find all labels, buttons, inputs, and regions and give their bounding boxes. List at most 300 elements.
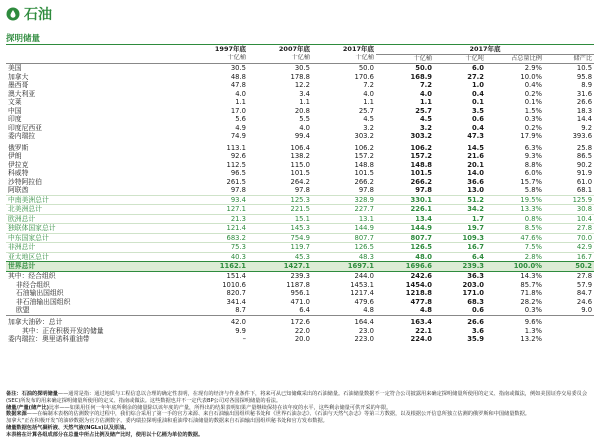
row-label: 委内瑞拉：奥里诺科重油带	[8, 335, 90, 343]
footnote	[6, 391, 594, 405]
region-total-row	[6, 224, 594, 234]
row-label: 其中：正在积极开发的储量	[22, 326, 104, 335]
value-share: 2.9%	[524, 64, 542, 72]
value-rp: 393.6	[572, 132, 593, 140]
value-rp: 25.8	[576, 143, 593, 152]
footnote-label: 储量数据包括气凝析液、天然气液(NGLs)以及原油。	[6, 424, 130, 431]
value-rp	[544, 327, 594, 336]
value-1997: 42.0	[230, 318, 246, 326]
value-2017-bbl: 101.5	[410, 169, 432, 177]
footnote-text: ——在编制本表格的估测数字的过程中，我们综合采用了第一手的官方来源、来自石油输出国组织秘书处和《世界石油杂志》、《石油与天然气杂志》等第三方数据，以及根据公开信息所独立估测的俄罗斯和中国储量数据。	[26, 411, 530, 418]
value-2017-bbl: 1696.6	[376, 262, 434, 272]
row-label: 委内瑞拉	[8, 132, 36, 140]
value-share: 13.2%	[520, 335, 542, 343]
value-2017-tonnes: 21.6	[467, 152, 484, 160]
value-2017: 4.8	[363, 306, 374, 314]
value-1997: 9.9	[235, 326, 246, 335]
value-2007: 754.9	[248, 233, 312, 243]
value-share: 7.5%	[486, 243, 544, 253]
value-share: 14.3%	[520, 272, 542, 280]
value-2007: 20.8	[294, 106, 310, 115]
value-1997: 112.5	[226, 160, 246, 169]
table-row	[6, 289, 594, 298]
value-2017: 266.2	[354, 177, 374, 186]
value-1997: –	[242, 335, 246, 343]
value-2007: 97.8	[294, 186, 310, 194]
table-row	[6, 272, 594, 281]
row-label: 伊朗	[8, 152, 22, 160]
value-2017-tonnes: 14.5	[467, 143, 484, 152]
unit-2017-bbl: 十亿桶	[376, 54, 434, 64]
value-rp: 24.6	[576, 297, 593, 306]
value-2017-bbl: 226.1	[376, 205, 434, 215]
col-2017: 2017年底	[342, 45, 374, 54]
region-total-row	[6, 195, 594, 205]
page-header	[6, 4, 52, 24]
table-row	[6, 169, 594, 178]
value-2017-bbl: 4.5	[419, 115, 432, 123]
footnote-text: 加拿大“正在积极开发”的油砂数据为官方估测数字。委内瑞拉探明重油和重油带石油储量的数据来自石油输出国组织秘书处和官方发布数据。	[6, 418, 328, 425]
value-2017-tonnes: 20.1	[467, 160, 484, 169]
value-2017-bbl: 477.8	[410, 297, 432, 306]
value-1997: 341.4	[226, 297, 246, 306]
value-rp: 8.9	[581, 81, 593, 89]
value-2007: 101.5	[290, 169, 310, 177]
value-2007: 5.5	[299, 115, 310, 123]
value-2017-tonnes: 36.6	[467, 177, 484, 186]
value-rp: 50.2	[544, 262, 594, 272]
col-2007: 2007年底	[278, 45, 310, 54]
footnote-label: 本表格在计算各组成部分在总量中所占比例及储产比时，使用以十亿桶为单位的数据。	[6, 431, 204, 438]
value-2007: 30.5	[294, 64, 310, 72]
unit-2007: 十亿桶	[248, 54, 312, 64]
value-2007: 956.1	[290, 289, 310, 297]
value-2017: 1697.1	[312, 262, 376, 272]
value-2007: 4.0	[299, 123, 310, 132]
value-2017-tonnes: 171.0	[462, 289, 484, 297]
value-2017-tonnes: 6.0	[471, 64, 484, 72]
value-1997: 8.7	[235, 306, 246, 314]
row-label: 沙特阿拉伯	[8, 177, 42, 186]
value-2007: 172.6	[290, 318, 310, 326]
value-rp	[544, 318, 594, 327]
row-label: 美国	[8, 64, 22, 72]
value-2017-bbl: 1454.0	[405, 280, 432, 289]
row-label: 独联体国家总计	[6, 224, 184, 234]
value-2017: 227.7	[312, 205, 376, 215]
footnote-text: ——通常是指：通过地质与工程信息以合理的确定性表明，在现有的经济与作业条件下，将来可从已知储藏采出的石油储量。石油储量数据不一定符合公司披露用来确定探明储量所使用的定义、指南或做法，例如美国证券交易委员会(SEC)所发布的用来确定探明储量所使用的定义、指南或做法。这些数据也并不一定代表BP公司对各国探明储量的看法。	[6, 391, 588, 404]
value-2017-bbl: 303.2	[410, 132, 432, 140]
value-2017-tonnes: 109.3	[434, 233, 486, 243]
value-2007: 1.1	[299, 98, 310, 106]
value-1997: 40.3	[184, 252, 248, 262]
table-row	[6, 64, 594, 73]
value-2017: 3.2	[363, 123, 374, 132]
row-label: 文莱	[8, 98, 22, 106]
row-label: 其中：经合组织	[8, 272, 56, 280]
value-2017: 4.0	[363, 89, 374, 98]
value-1997: 48.8	[230, 72, 246, 81]
table-row	[6, 144, 594, 153]
value-2017-tonnes: 239.3	[434, 262, 486, 272]
value-2017: 4.5	[363, 115, 374, 123]
col-2017-group: 2017年底	[376, 45, 594, 54]
value-2017: 106.2	[354, 143, 374, 152]
value-1997: 92.6	[230, 152, 246, 160]
table-row	[6, 178, 594, 187]
value-share: 85.7%	[520, 280, 542, 289]
footnote-text: 比率——如果用任何一年年底所剩余的储量除以该年度的产量，所得出的结果表明如果产量继续保持在该年度的水平，这些剩余储量可供开采的年限。	[48, 404, 392, 411]
value-share: 0.2%	[524, 89, 542, 98]
value-2007: 264.2	[290, 177, 310, 186]
value-2007: 471.0	[290, 297, 310, 306]
value-2017-bbl: 97.8	[415, 186, 432, 194]
value-2017-bbl: 807.7	[376, 233, 434, 243]
value-2007: 115.0	[290, 160, 310, 169]
value-share: 9.6%	[524, 318, 542, 326]
value-2017-tonnes: 14.0	[467, 169, 484, 177]
value-1997: 113.1	[226, 143, 246, 152]
value-2017-tonnes: 47.3	[467, 132, 484, 140]
value-2017-tonnes: 3.6	[471, 326, 484, 335]
value-2017: 13.1	[312, 214, 376, 224]
value-2017: 126.5	[312, 243, 376, 253]
value-2007: 178.8	[290, 72, 310, 81]
value-2017-tonnes: 27.2	[467, 72, 484, 81]
value-share: 0.3%	[524, 115, 542, 123]
value-share: 100.0%	[486, 262, 544, 272]
value-1997: 17.0	[230, 106, 246, 115]
value-1997: 1010.6	[222, 280, 246, 289]
value-2017-tonnes: 34.2	[434, 205, 486, 215]
value-rp: 30.8	[544, 205, 594, 215]
value-1997: 1162.1	[184, 262, 248, 272]
oil-drop-icon	[6, 7, 20, 21]
value-rp: 95.8	[576, 72, 593, 81]
value-2017: 303.2	[354, 132, 374, 140]
value-share: 13.3%	[486, 205, 544, 215]
table-row	[6, 186, 594, 195]
value-1997: 75.3	[184, 243, 248, 253]
value-2017-tonnes: 0.1	[471, 98, 484, 106]
footnote-label: 数据来源	[6, 411, 27, 418]
value-share: 71.8%	[520, 289, 542, 297]
value-2017: 101.5	[354, 169, 374, 177]
value-2017-bbl: 4.8	[419, 306, 432, 314]
value-rp: 10.5	[576, 64, 593, 72]
value-share: 6.0%	[524, 169, 542, 177]
value-1997: 30.5	[230, 64, 246, 72]
value-share: 0.2%	[524, 123, 542, 132]
value-2017-tonnes: 35.9	[467, 335, 484, 343]
row-label: 伊拉克	[8, 160, 29, 169]
value-2017-bbl: 157.2	[410, 152, 432, 160]
table-row	[6, 318, 594, 327]
value-2017: 328.9	[312, 195, 376, 205]
table-row	[6, 161, 594, 170]
value-2007: 12.2	[294, 81, 310, 89]
value-share: 2.8%	[486, 252, 544, 262]
value-2017-bbl: 25.7	[415, 106, 432, 115]
value-share: 6.3%	[524, 143, 542, 152]
value-rp: 9.2	[581, 123, 593, 132]
value-2017: 48.3	[312, 252, 376, 262]
value-2017-bbl: 224.0	[410, 335, 432, 343]
unit-1997: 十亿桶	[184, 54, 248, 64]
value-2017-bbl: 1218.8	[405, 289, 432, 297]
footnote	[6, 432, 594, 439]
value-2017-bbl: 163.4	[410, 318, 432, 326]
proved-reserves-table	[6, 45, 594, 344]
value-share: 15.7%	[520, 177, 542, 186]
footnote-label: 储量/产量(储产比)	[6, 404, 49, 411]
value-rp: 70.0	[544, 233, 594, 243]
value-rp: 61.0	[576, 177, 593, 186]
table-row	[6, 124, 594, 133]
value-2017-bbl: 1.1	[419, 98, 432, 106]
value-2017-tonnes: 0.6	[471, 306, 484, 314]
value-share: 28.2%	[520, 297, 542, 306]
value-2017-bbl: 242.6	[410, 272, 432, 280]
row-label: 澳大利亚	[8, 89, 36, 98]
value-2007: 119.7	[248, 243, 312, 253]
value-2007: 1187.8	[286, 280, 310, 289]
footnote	[6, 425, 594, 432]
value-2017-tonnes: 0.6	[471, 115, 484, 123]
value-2017: 807.7	[312, 233, 376, 243]
value-2017-bbl: 22.1	[415, 326, 432, 335]
value-1997: 5.6	[235, 115, 246, 123]
value-2007: 239.3	[290, 272, 310, 280]
footnote-label: 备注：石油的探明储量	[6, 391, 58, 397]
value-2017-tonnes: 1.7	[434, 214, 486, 224]
value-2017-bbl: 126.5	[376, 243, 434, 253]
value-rp: 16.7	[544, 252, 594, 262]
value-2017-tonnes: 16.7	[434, 243, 486, 253]
region-total-row	[6, 243, 594, 253]
value-share: 0.4%	[524, 81, 542, 89]
table-row	[6, 115, 594, 124]
value-2017: 50.0	[358, 64, 374, 72]
value-2017-bbl: 148.8	[410, 160, 432, 169]
value-2017: 479.6	[354, 297, 374, 306]
value-1997: 683.2	[184, 233, 248, 243]
table-row	[6, 73, 594, 82]
value-rp: 9.0	[581, 306, 593, 314]
value-rp: 27.8	[576, 272, 593, 280]
value-2007: 6.4	[299, 306, 310, 314]
value-1997: 4.9	[235, 123, 246, 132]
row-label: 北美洲总计	[6, 205, 184, 215]
value-share: 10.0%	[520, 72, 542, 81]
row-label: 欧盟	[16, 306, 30, 314]
value-2007: 221.5	[248, 205, 312, 215]
value-2017: 1217.4	[350, 289, 374, 297]
value-1997: 820.7	[226, 289, 246, 297]
footnotes	[6, 391, 594, 439]
unit-rp: 储产比	[544, 54, 594, 64]
value-rp: 57.9	[576, 280, 593, 289]
value-2007: 125.3	[248, 195, 312, 205]
value-2017-tonnes: 68.3	[467, 297, 484, 306]
value-rp: 26.6	[576, 98, 593, 106]
value-2007: 15.1	[248, 214, 312, 224]
value-1997: 261.5	[226, 177, 246, 186]
row-label: 俄罗斯	[8, 143, 29, 152]
value-1997: 97.8	[230, 186, 246, 194]
value-share: 17.9%	[520, 132, 542, 140]
row-label: 世界总计	[6, 262, 184, 272]
table-row	[6, 335, 594, 344]
value-1997: 96.5	[230, 169, 246, 177]
value-share: 0.8%	[486, 214, 544, 224]
value-2017-bbl: 50.0	[415, 64, 432, 72]
value-share: 0.3%	[524, 306, 542, 314]
value-share: 8.8%	[524, 160, 542, 169]
row-label: 非洲总计	[6, 243, 184, 253]
value-share: 8.5%	[486, 224, 544, 234]
value-2017-tonnes: 0.4	[471, 123, 484, 132]
value-2017-tonnes: 3.5	[471, 106, 484, 115]
row-label: 中南美洲总计	[6, 195, 184, 205]
value-2017-bbl: 7.2	[419, 81, 432, 89]
region-total-row	[6, 214, 594, 224]
value-rp: 84.7	[576, 289, 593, 297]
col-1997: 1997年底	[214, 45, 246, 54]
table-header-row	[6, 45, 594, 54]
table-row	[6, 152, 594, 161]
value-2017: 170.6	[354, 72, 374, 81]
value-2017-tonnes: 26.6	[467, 318, 484, 326]
value-2007: 99.4	[294, 132, 310, 140]
value-2017-bbl: 4.0	[419, 89, 432, 98]
value-2017: 144.9	[312, 224, 376, 234]
value-rp: 42.9	[544, 243, 594, 253]
value-rp: 91.9	[576, 169, 593, 177]
value-2017-bbl: 106.2	[410, 143, 432, 152]
world-total-row	[6, 262, 594, 272]
value-2017-bbl: 330.1	[376, 195, 434, 205]
value-2017-tonnes: 51.2	[434, 195, 486, 205]
table-row	[6, 306, 594, 315]
table-row	[6, 81, 594, 90]
row-label: 印度	[8, 115, 22, 123]
value-1997: 4.0	[235, 89, 246, 98]
value-rp: 10.4	[544, 214, 594, 224]
value-rp: 18.3	[576, 106, 593, 115]
row-label: 阿联酋	[8, 186, 29, 194]
page-title: 石油	[24, 7, 52, 23]
value-share: 19.5%	[486, 195, 544, 205]
value-rp: 125.9	[544, 195, 594, 205]
value-2017: 148.8	[354, 160, 374, 169]
row-label: 中国	[8, 106, 22, 115]
value-2017-bbl: 266.2	[410, 177, 432, 186]
value-2017: 1453.1	[350, 280, 374, 289]
value-2007: 45.3	[248, 252, 312, 262]
value-rp: 14.4	[576, 115, 593, 123]
value-2017-tonnes: 19.7	[434, 224, 486, 234]
value-2017: 244.0	[354, 272, 374, 280]
value-2017-tonnes: 203.0	[462, 280, 484, 289]
value-1997: 93.4	[184, 195, 248, 205]
row-label: 加拿大	[8, 72, 29, 81]
row-label: 科威特	[8, 169, 29, 177]
value-2007: 106.4	[290, 143, 310, 152]
value-2017: 157.2	[354, 152, 374, 160]
unit-2017: 十亿桶	[312, 54, 376, 64]
value-2017: 223.0	[354, 335, 374, 343]
value-2017: 97.8	[358, 186, 374, 194]
value-rp	[544, 335, 594, 344]
row-label: 墨西哥	[8, 81, 29, 89]
value-2017-bbl: 13.4	[376, 214, 434, 224]
unit-2017-tonne: 十亿吨	[434, 54, 486, 64]
row-label: 非经合组织	[16, 280, 50, 289]
table-row	[6, 281, 594, 290]
row-label: 非石油输出国组织	[16, 297, 71, 306]
value-2017: 25.7	[358, 106, 374, 115]
row-label: 亚太地区总计	[6, 252, 184, 262]
value-share: 5.8%	[524, 186, 542, 194]
value-rp: 90.2	[576, 160, 593, 169]
row-label: 欧洲总计	[6, 214, 184, 224]
value-1997: 74.9	[230, 132, 246, 140]
value-2007: 1427.1	[248, 262, 312, 272]
table-row	[6, 132, 594, 141]
value-2017-tonnes: 36.3	[467, 272, 484, 280]
value-1997: 121.4	[184, 224, 248, 234]
value-2017: 23.0	[358, 326, 374, 335]
value-2007: 20.0	[294, 335, 310, 343]
row-label: 石油输出国组织	[16, 289, 64, 297]
value-1997: 127.1	[184, 205, 248, 215]
value-2007: 138.2	[290, 152, 310, 160]
value-share: 1.3%	[524, 326, 542, 335]
value-1997: 21.3	[184, 214, 248, 224]
value-1997: 151.4	[226, 272, 246, 280]
value-share: 47.6%	[486, 233, 544, 243]
row-label: 印度尼西亚	[8, 123, 42, 132]
value-share: 0.1%	[524, 98, 542, 106]
value-2017-tonnes: 13.0	[467, 186, 484, 194]
value-share: 9.3%	[524, 152, 542, 160]
value-2017-bbl: 144.9	[376, 224, 434, 234]
value-share: 1.5%	[524, 106, 542, 115]
row-label: 加拿大油砂：总计	[8, 318, 63, 326]
value-1997: 1.1	[235, 98, 246, 106]
section-title: 探明储量	[6, 34, 41, 44]
value-rp: 68.1	[576, 186, 593, 194]
value-2007: 145.3	[248, 224, 312, 234]
table-row	[6, 90, 594, 99]
value-2007: 3.4	[299, 89, 310, 98]
table-row	[6, 327, 594, 336]
value-2007: 22.0	[294, 326, 310, 335]
value-2017: 1.1	[363, 98, 374, 106]
value-2017-tonnes: 1.0	[471, 81, 484, 89]
value-2017-tonnes: 0.4	[471, 89, 484, 98]
value-2017: 164.4	[354, 318, 374, 326]
table-row	[6, 298, 594, 307]
footnote	[6, 418, 594, 425]
region-total-row	[6, 252, 594, 262]
table-row	[6, 98, 594, 107]
value-2017-tonnes: 6.4	[434, 252, 486, 262]
region-total-row	[6, 205, 594, 215]
value-1997: 47.8	[230, 81, 246, 89]
table-row	[6, 107, 594, 116]
